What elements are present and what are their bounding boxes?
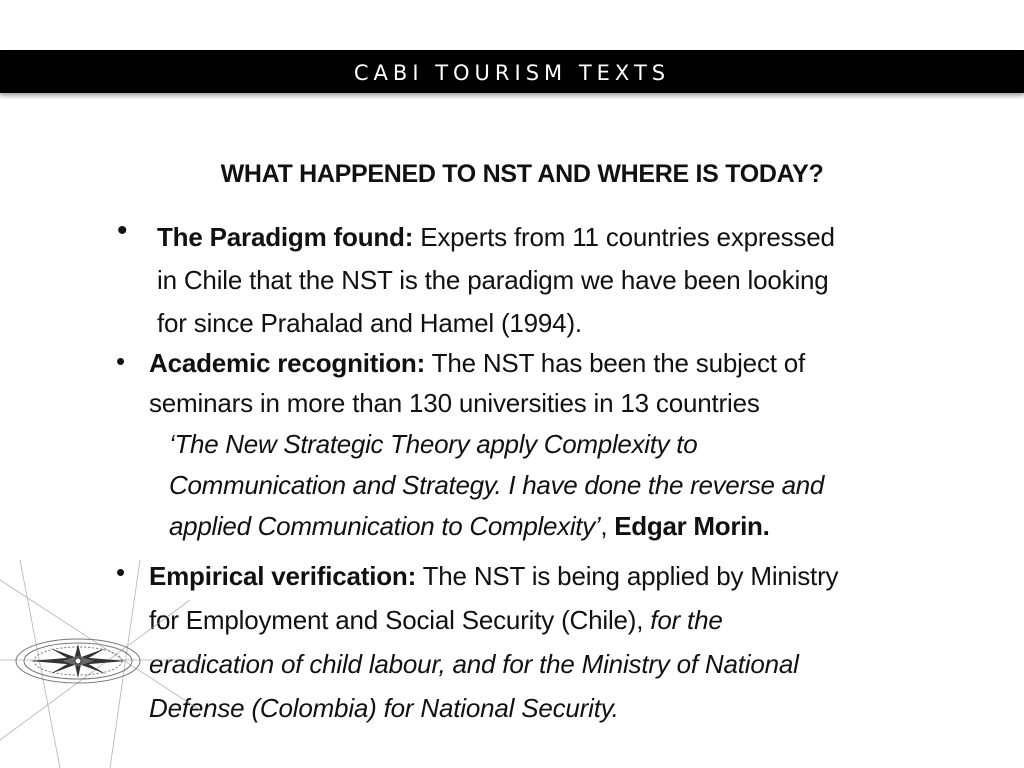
quote-line-3 [169, 506, 824, 547]
bullet-3-line-1 [149, 554, 838, 598]
quote-line-1: ‘The New Strategic Theory apply Complexity to [169, 429, 698, 459]
bullet-3-line-1-text: The NST is being applied by Ministry [416, 561, 839, 591]
bullet-3-label: Empirical verification: [149, 561, 417, 591]
bullet-3-line-2-italic: for the [650, 605, 723, 635]
header-title: CABI TOURISM TEXTS [353, 61, 671, 85]
bullet-2-label: Academic recognition: [149, 348, 426, 378]
bullet-3-line-4 [149, 686, 838, 730]
bullet-2-line-2: seminars in more than 130 universities in 13 countries [149, 388, 760, 418]
bullet-3-line-2-plain: for Employment and Social Security (Chile), [149, 605, 651, 635]
quote-comma: , [600, 511, 615, 541]
bullet-paradigm-found [157, 216, 835, 345]
bullet-empirical-verification [149, 554, 838, 730]
bullet-1-line-2: in Chile that the NST is the paradigm we have been looking [157, 265, 829, 295]
bullet-3-line-3-text: eradication of child labour, and for the Ministry of National [149, 649, 799, 679]
quote-line-3-text: applied Communication to Complexity’ [169, 511, 601, 541]
compass-rose-icon [0, 560, 200, 768]
bullet-1-line-1 [157, 216, 835, 259]
bullet-marker-2: • [116, 346, 126, 376]
bullet-2-line-1 [149, 343, 805, 383]
bullet-3-line-4-text: Defense (Colombia) for National Security. [149, 693, 619, 723]
quote-line-2: Communication and Strategy. I have done the reverse and [169, 470, 825, 500]
bullet-marker-3: • [116, 557, 126, 587]
slide-title: WHAT HAPPENED TO NST AND WHERE IS TODAY? [220, 160, 824, 188]
bullet-1-label: The Paradigm found: [157, 222, 414, 252]
bullet-3-line-2 [149, 598, 838, 642]
quote-author: Edgar Morin. [614, 511, 770, 541]
bullet-2-line-1-text: The NST has been the subject of [425, 348, 806, 378]
bullet-1-line-3: for since Prahalad and Hamel (1994). [157, 308, 582, 338]
bullet-marker-1: • [117, 214, 128, 247]
morin-quote [169, 424, 824, 547]
bullet-academic-recognition [149, 343, 805, 423]
bullet-3-line-3 [149, 642, 838, 686]
bullet-1-line-1-text: Experts from 11 countries expressed [413, 222, 835, 252]
